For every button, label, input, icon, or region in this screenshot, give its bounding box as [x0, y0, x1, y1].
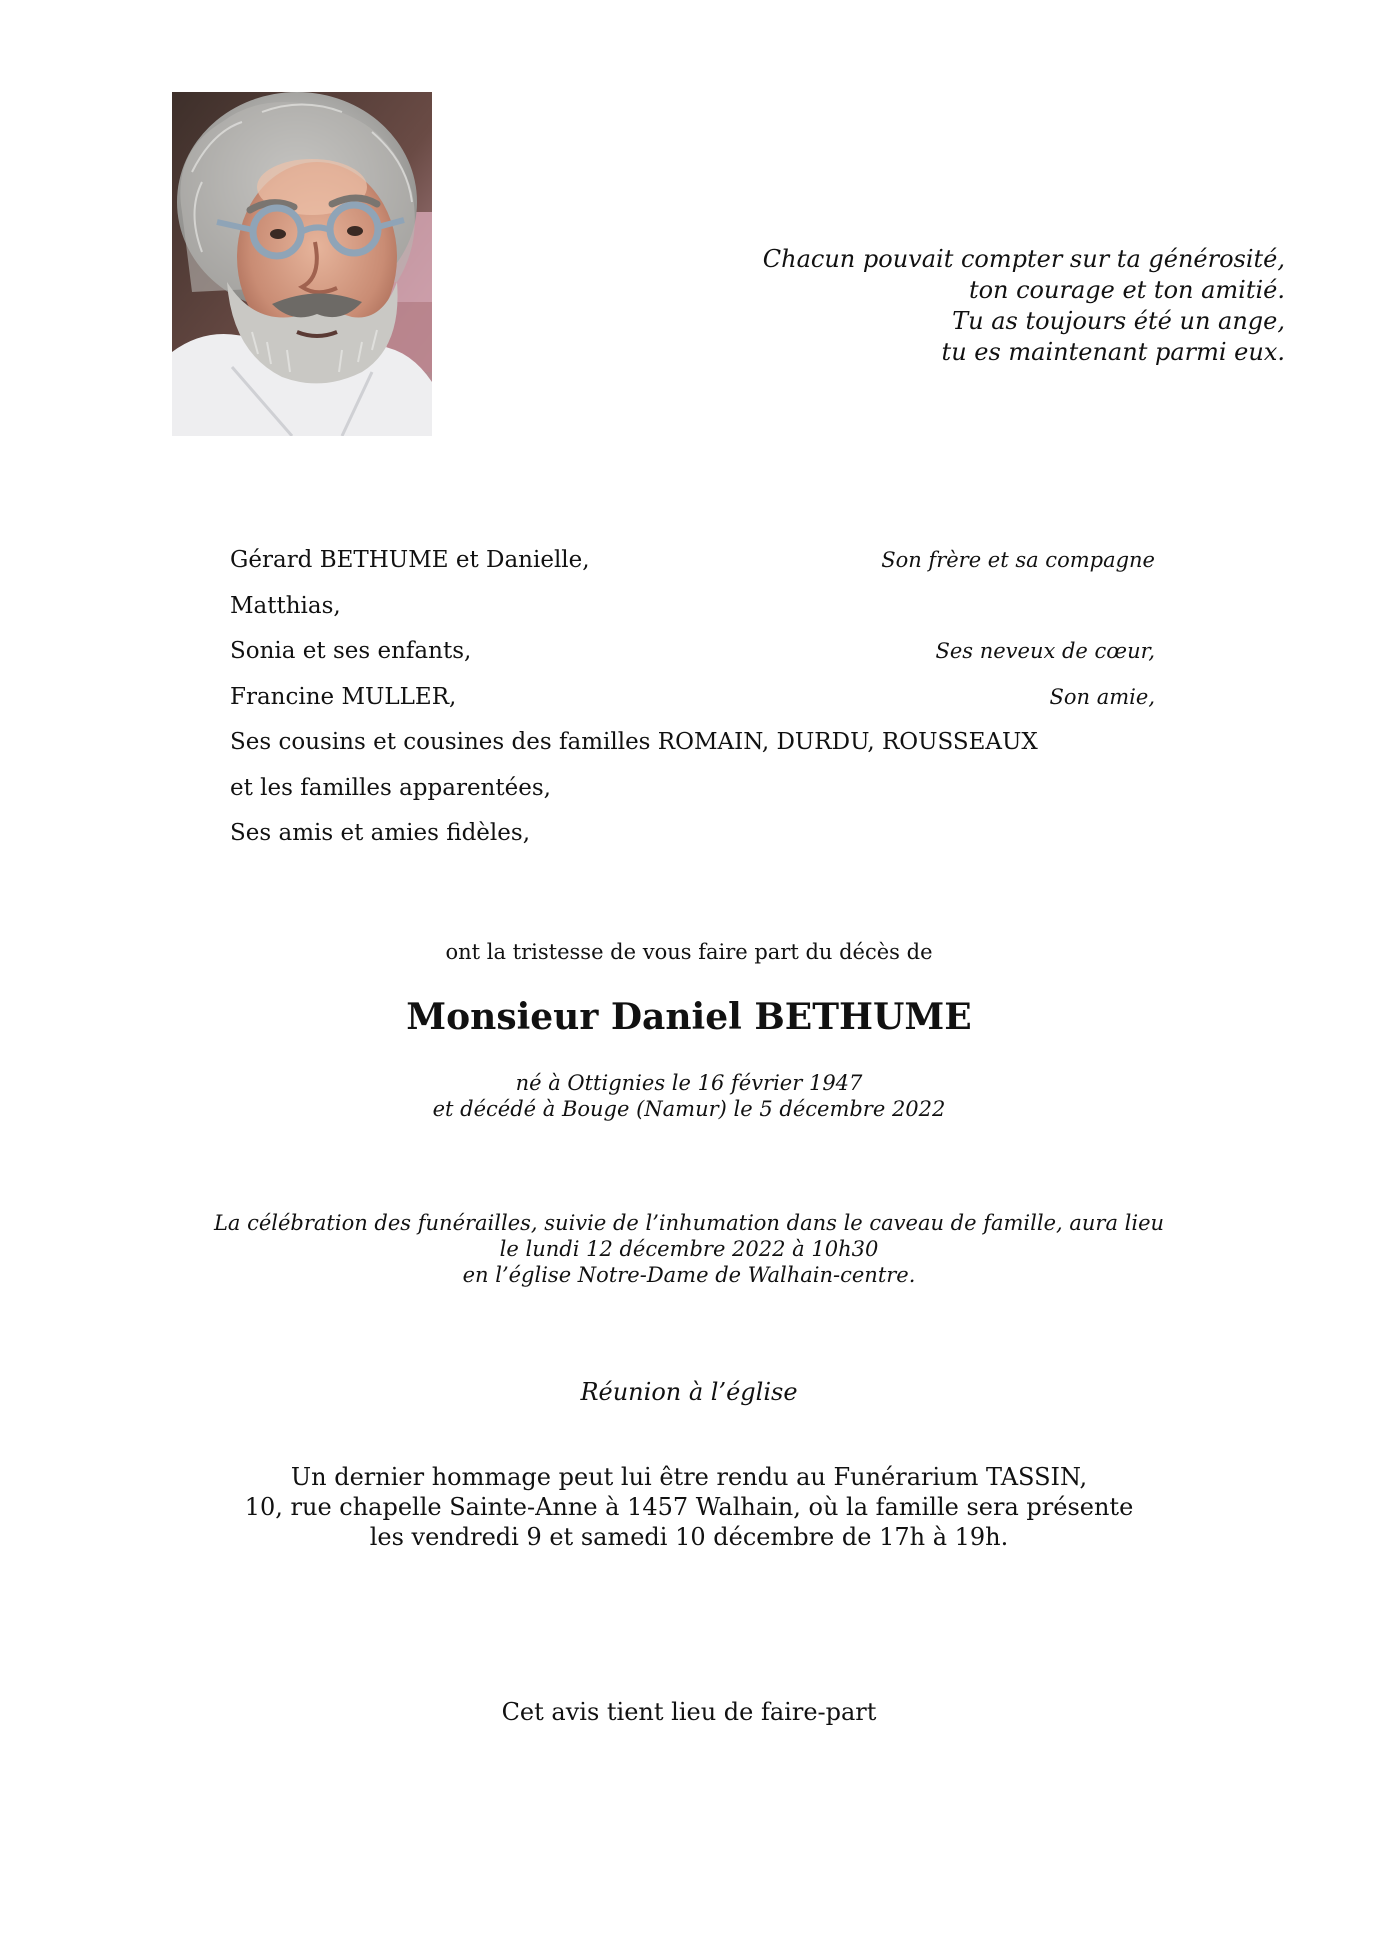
death-date-line: et décédé à Bouge (Namur) le 5 décembre 2022: [432, 1097, 946, 1121]
portrait-image: [172, 92, 432, 436]
homage-line: 10, rue chapelle Sainte-Anne à 1457 Walhain, où la famille sera présente: [244, 1493, 1134, 1521]
family-member-relation: Son frère et sa compagne: [881, 548, 1155, 572]
homage-details: [0, 1462, 1378, 1552]
family-member-name: Ses amis et amies fidèles,: [230, 820, 530, 846]
ceremony-line: en l’église Notre-Dame de Walhain-centre.: [462, 1263, 916, 1287]
family-member-name: Sonia et ses enfants,: [230, 638, 472, 664]
ceremony-line: La célébration des funérailles, suivie de l’inhumation dans le caveau de famille, aura lieu: [213, 1211, 1165, 1235]
family-row: [230, 631, 1155, 677]
homage-line: Un dernier hommage peut lui être rendu au Funérarium TASSIN,: [290, 1463, 1088, 1491]
family-row: [230, 586, 1155, 632]
family-member-name: Gérard BETHUME et Danielle,: [230, 547, 590, 573]
epitaph-quote: [645, 244, 1285, 368]
family-row: [230, 768, 1155, 814]
epitaph-line: tu es maintenant parmi eux.: [941, 338, 1285, 366]
family-member-name: Ses cousins et cousines des familles ROMAIN, DURDU, ROUSSEAUX: [230, 729, 1038, 755]
family-row: [230, 722, 1155, 768]
ceremony-details: [0, 1210, 1378, 1288]
closing-note: Cet avis tient lieu de faire-part: [501, 1698, 877, 1726]
epitaph-line: ton courage et ton amitié.: [968, 276, 1285, 304]
ceremony-line: le lundi 12 décembre 2022 à 10h30: [499, 1237, 879, 1261]
family-member-name: et les familles apparentées,: [230, 774, 551, 801]
family-row: [230, 677, 1155, 723]
epitaph-line: Tu as toujours été un ange,: [952, 307, 1285, 335]
deceased-name: Monsieur Daniel BETHUME: [406, 996, 972, 1038]
portrait-photo: [172, 92, 432, 436]
birth-date-line: né à Ottignies le 16 février 1947: [515, 1071, 863, 1095]
family-row: [230, 540, 1155, 586]
announcement-text: ont la tristesse de vous faire part du décès de: [445, 940, 933, 964]
epitaph-line: Chacun pouvait compter sur ta générosité,: [762, 245, 1285, 273]
family-member-name: Matthias,: [230, 592, 341, 619]
homage-line: les vendredi 9 et samedi 10 décembre de 17h à 19h.: [369, 1523, 1009, 1551]
family-list: [230, 540, 1155, 859]
family-member-name: Francine MULLER,: [230, 683, 457, 710]
meeting-note: Réunion à l’église: [580, 1378, 798, 1406]
life-dates: [0, 1070, 1378, 1122]
family-row: [230, 813, 1155, 859]
family-member-relation: Ses neveux de cœur,: [935, 639, 1155, 663]
family-member-relation: Son amie,: [1049, 684, 1155, 709]
